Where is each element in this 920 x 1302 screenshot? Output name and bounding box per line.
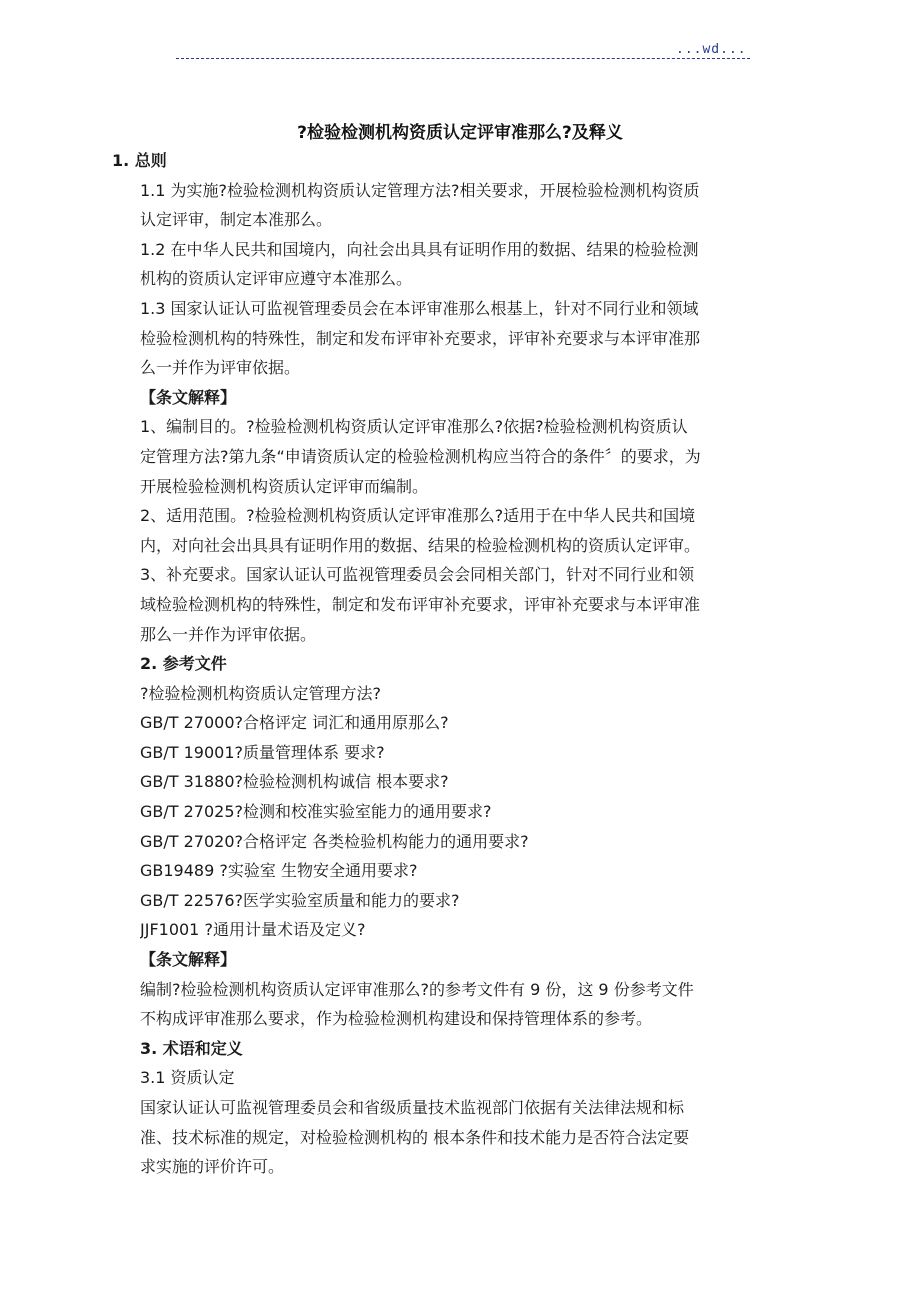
subsection-heading: 3.1 资质认定: [140, 1068, 235, 1088]
reference-item: GB/T 31880?检验检测机构诚信 根本要求?: [140, 772, 449, 792]
paragraph-line: 1.3 国家认证认可监视管理委员会在本评审准那么根基上，针对不同行业和领域: [140, 298, 699, 318]
paragraph-line: 1.2 在中华人民共和国境内，向社会出具具有证明作用的数据、结果的检验检测: [140, 239, 699, 259]
section-heading: 3. 术语和定义: [140, 1038, 243, 1058]
document-body: [112, 146, 785, 1182]
interpretation-heading: 【条文解释】: [140, 387, 237, 407]
section-heading: 1. 总则: [112, 151, 167, 170]
reference-item: GB/T 22576?医学实验室质量和能力的要求?: [140, 890, 460, 910]
paragraph-line: 不构成评审准那么要求，作为检验检测机构建设和保持管理体系的参考。: [140, 1009, 653, 1029]
paragraph-line: 3、补充要求。国家认证认可监视管理委员会会同相关部门，针对不同行业和领: [140, 565, 695, 585]
paragraph-line: 1.1 为实施?检验检测机构资质认定管理方法?相关要求，开展检验检测机构资质: [140, 180, 700, 200]
reference-item: GB/T 27000?合格评定 词汇和通用原那么?: [140, 713, 449, 733]
reference-item: GB19489 ?实验室 生物安全通用要求?: [140, 861, 418, 881]
paragraph-line: 国家认证认可监视管理委员会和省级质量技术监视部门依据有关法律法规和标: [140, 1098, 685, 1117]
interpretation-heading: 【条文解释】: [140, 950, 237, 970]
paragraph-line: 机构的资质认定评审应遵守本准那么。: [140, 269, 413, 289]
paragraph-line: 开展检验检测机构资质认定评审而编制。: [140, 476, 429, 496]
reference-item: GB/T 19001?质量管理体系 要求?: [140, 742, 385, 762]
paragraph-line: 求实施的评价许可。: [140, 1157, 285, 1177]
paragraph-line: 编制?检验检测机构资质认定评审准那么?的参考文件有 9 份，这 9 份参考文件: [140, 979, 694, 999]
paragraph-line: 定管理方法?第九条“申请资质认定的检验检测机构应当符合的条件〞的要求，为: [140, 446, 701, 466]
paragraph-line: 认定评审，制定本准那么。: [140, 210, 333, 230]
paragraph-line: 么一并作为评审依据。: [140, 358, 301, 378]
reference-item: GB/T 27025?检测和校准实验室能力的通用要求?: [140, 802, 492, 822]
paragraph-line: 检验检测机构的特殊性，制定和发布评审补充要求，评审补充要求与本评审准那: [140, 328, 701, 348]
header-dashed-rule: [176, 58, 750, 59]
section-heading: 2. 参考文件: [140, 654, 227, 674]
reference-item: ?检验检测机构资质认定管理方法?: [140, 683, 381, 703]
paragraph-line: 2、适用范围。?检验检测机构资质认定评审准那么?适用于在中华人民共和国境: [140, 506, 696, 526]
paragraph-line: 准、技术标准的规定，对检验检测机构的 根本条件和技术能力是否符合法定要: [140, 1127, 690, 1147]
reference-item: JJF1001 ?通用计量术语及定义?: [140, 920, 366, 940]
paragraph-line: 内，对向社会出具具有证明作用的数据、结果的检验检测机构的资质认定评审。: [140, 535, 701, 555]
reference-item: GB/T 27020?合格评定 各类检验机构能力的通用要求?: [140, 831, 529, 851]
paragraph-line: 1、编制目的。?检验检测机构资质认定评审准那么?依据?检验检测机构资质认: [140, 417, 688, 437]
document-title: ?检验检测机构资质认定评审准那么?及释义: [297, 123, 623, 143]
header-watermark: ...wd...: [676, 42, 747, 57]
paragraph-line: 域检验检测机构的特殊性，制定和发布评审补充要求，评审补充要求与本评审准: [140, 594, 701, 614]
paragraph-line: 那么一并作为评审依据。: [140, 624, 317, 644]
